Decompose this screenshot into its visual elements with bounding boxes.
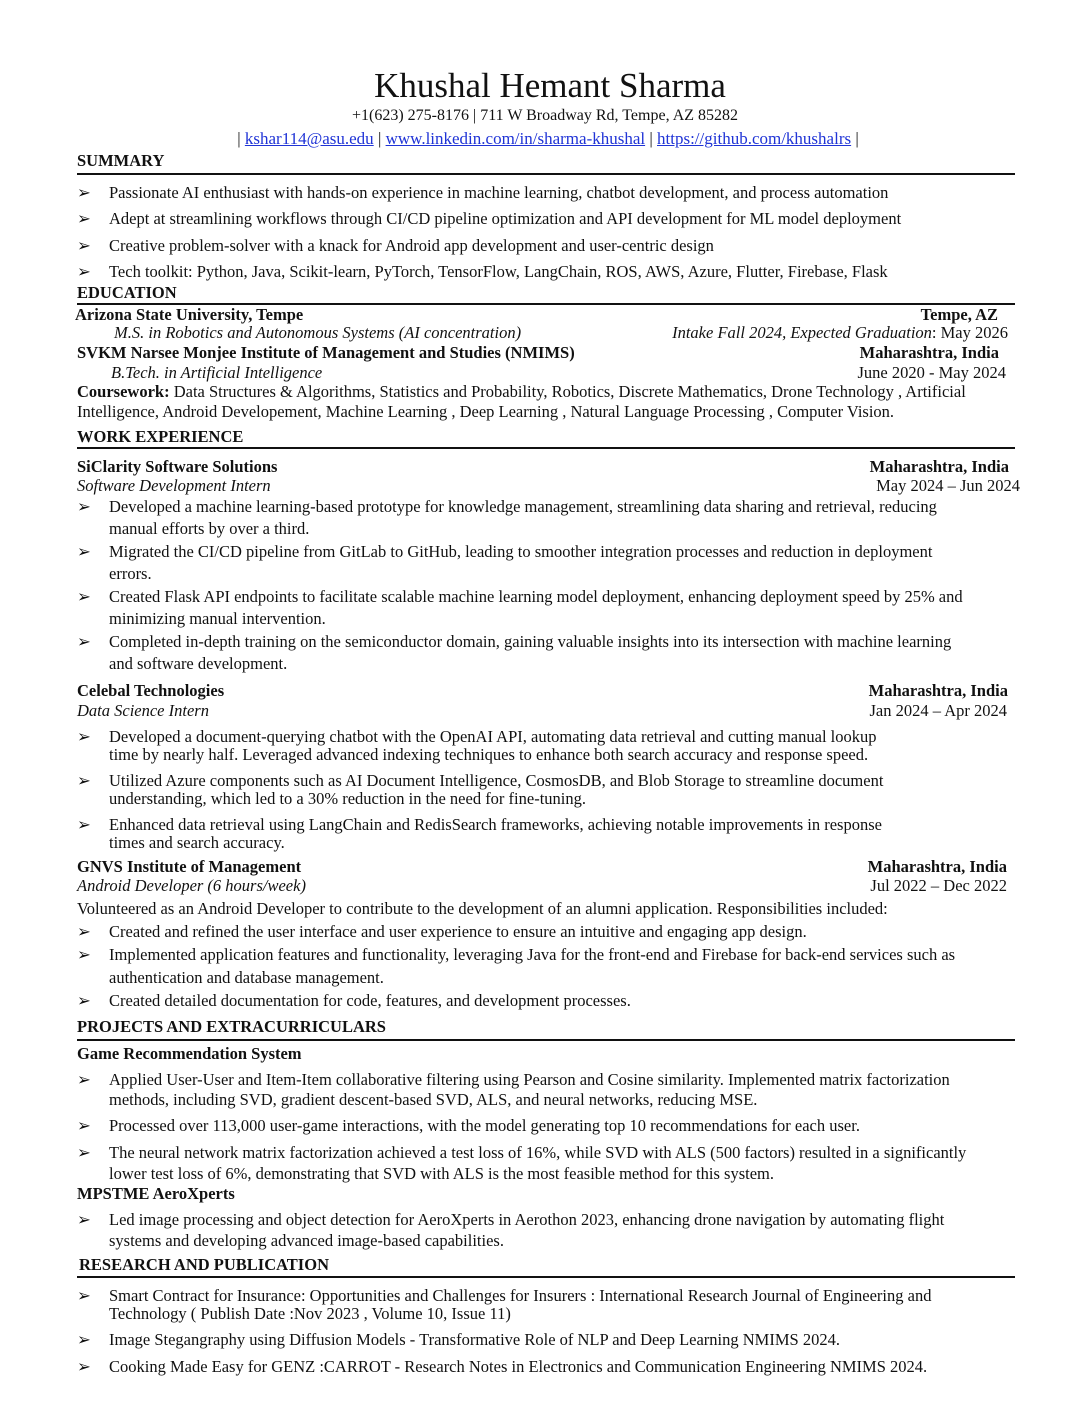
job-location: Maharashtra, India <box>869 457 1009 476</box>
arrow-bullet-icon: ➢ <box>77 1286 91 1305</box>
company-name: GNVS Institute of Management <box>77 857 302 876</box>
arrow-bullet-icon: ➢ <box>77 262 91 281</box>
arrow-bullet-icon: ➢ <box>77 1116 91 1135</box>
degree-dates: June 2020 - May 2024 <box>857 363 1006 382</box>
company-name: SiClarity Software Solutions <box>77 457 278 476</box>
section-title-summary: SUMMARY <box>77 151 165 170</box>
arrow-bullet-icon: ➢ <box>77 922 91 941</box>
arrow-bullet-icon: ➢ <box>77 771 91 790</box>
arrow-bullet-icon: ➢ <box>77 497 91 516</box>
contact-line: +1(623) 275-8176 | 711 W Broadway Rd, Tempe, AZ 85282 <box>351 107 739 124</box>
section-title-projects: PROJECTS AND EXTRACURRICULARS <box>77 1017 386 1036</box>
arrow-bullet-icon: ➢ <box>77 1210 91 1229</box>
separator: | <box>855 129 859 148</box>
job-dates: Jul 2022 – Dec 2022 <box>870 876 1007 895</box>
coursework-line: Coursework: Data Structures & Algorithms, Statistics and Probability, Robotics, Discrete Mathematics, Drone Technology , Artificial <box>77 382 966 401</box>
school-name: SVKM Narsee Monjee Institute of Management and Studies (NMIMS) <box>77 343 575 362</box>
project-name: Game Recommendation System <box>77 1044 302 1063</box>
arrow-bullet-icon: ➢ <box>77 1330 91 1349</box>
section-title-research: RESEARCH AND PUBLICATION <box>79 1255 329 1274</box>
arrow-bullet-icon: ➢ <box>77 1070 91 1089</box>
company-name: Celebal Technologies <box>77 681 225 700</box>
job-role: Android Developer (6 hours/week) <box>77 876 306 895</box>
school-location: Tempe, AZ <box>920 305 998 324</box>
contact-links <box>0 129 1088 149</box>
project-name: MPSTME AeroXperts <box>77 1184 235 1203</box>
section-title-work: WORK EXPERIENCE <box>77 427 244 446</box>
separator: | <box>237 129 241 148</box>
arrow-bullet-icon: ➢ <box>77 587 91 606</box>
arrow-bullet-icon: ➢ <box>77 209 91 228</box>
school-location: Maharashtra, India <box>859 343 999 362</box>
arrow-bullet-icon: ➢ <box>77 991 91 1010</box>
job-role: Software Development Intern <box>77 476 271 495</box>
arrow-bullet-icon: ➢ <box>77 1357 91 1376</box>
job-location: Maharashtra, India <box>868 681 1008 700</box>
degree: M.S. in Robotics and Autonomous Systems (AI concentration) <box>114 323 522 342</box>
section-divider <box>77 447 1015 449</box>
arrow-bullet-icon: ➢ <box>77 815 91 834</box>
section-divider <box>77 1039 1015 1041</box>
section-divider <box>77 173 1015 175</box>
email-link[interactable]: kshar114@asu.edu <box>244 129 374 148</box>
resume-page: Khushal Hemant Sharma +1(623) 275-8176 | 711 W Broadway Rd, Tempe, AZ 85282 | kshar114@asu.edu | www.linkedin.com/in/sharma-khushal | https://github.com/khushalrs | SUMMARY ➢ Passionate AI enthusiast with hands-on experience in machine learning, chatbot development, and process automation ➢ Adept at streamlining workflows through CI/CD pipeline optimization and API development for ML model deployment ➢ Creative problem-solver with a knack for Android app development and user-centric design ➢ Tech toolkit: Python, Java, Scikit-learn, PyTorch, TensorFlow, LangChain, ROS, AWS, Azure, Flutter, Firebase, Flask EDUCATION Arizona State University, Tempe Tempe, AZ M.S. in Robotics and Autonomous Systems (AI concentration) Intake Fall 2024, Expected Graduation: May 2026 SVKM Narsee Monjee Institute of Management and Studies (NMIMS) Maharashtra, India B.Tech. in Artificial Intelligence June 2020 - May 2024 Coursework: Data Structures & Algorithms, Statistics and Probability, Robotics, Discrete Mathematics, Drone Technology , Artificial Intelligence, Android Developement, Machine Learning , Deep Learning , Natural Language Processing , Computer Vision. WORK EXPERIENCE SiClarity Software Solutions Maharashtra, India Software Development Intern May 2024 – Jun 2024 ➢ Developed a machine learning-based prototype for knowledge management, streamlining data sharing and retrieval, reducing manual efforts by over a third. ➢ Migrated the CI/CD pipeline from GitLab to GitHub, leading to smoother integration processes and reduction in deployment errors. ➢ Created Flask API endpoints to facilitate scalable machine learning model deployment, enhancing deployment speed by 25% and minimizing manual intervention. ➢ Completed in-depth training on the semiconductor domain, gaining valuable insights into its intersection with machine learning and software development. Celebal Technologies Maharashtra, India Data Science Intern Jan 2024 – Apr 2024 ➢ Developed a document-querying chatbot with the OpenAI API, automating data retrieval and cutting manual lookup time by nearly half. Leveraged advanced indexing techniques to enhance both search accuracy and response speed. ➢ Utilized Azure components such as AI Document Intelligence, CosmosDB, and Blob Storage to streamline document understanding, which led to a 30% reduction in the need for fine-tuning. ➢ Enhanced data retrieval using LangChain and RedisSearch frameworks, achieving notable improvements in response times and search accuracy. GNVS Institute of Management Maharashtra, India Android Developer (6 hours/week) Jul 2022 – Dec 2022 Volunteered as an Android Developer to contribute to the development of an alumni application. Responsibilities included: ➢ Created and refined the user interface and user experience to ensure an intuitive and engaging app design. ➢ Implemented application features and functionality, leveraging Java for the front-end and Firebase for back-end services such as authentication and database management. ➢ Created detailed documentation for code, features, and development processes. PROJECTS AND EXTRACURRICULARS Game Recommendation System ➢ Applied User-User and Item-Item collaborative filtering using Pearson and Cosine similarity. Implemented matrix factorization methods, including SVD, gradient descent-based SVD, ALS, and neural networks, reducing MSE. ➢ Processed over 113,000 user-game interactions, with the model generating top 10 recommendations for each user. ➢ The neural network matrix factorization achieved a test loss of 16%, while SVD with ALS (500 factors) resulted in a significantly lower test loss of 6%, demonstrating that SVD with ALS is the most feasible method for this system. MPSTME AeroXperts ➢ Led image processing and object detection for AeroXperts in Aerothon 2023, enhancing drone navigation by automating flight systems and developing advanced image-based capabilities. RESEARCH AND PUBLICATION ➢ Smart Contract for Insurance: Opportunities and Challenges for Insurers : International Research Journal of Engineering and Technology ( Publish Date :Nov 2023 , Volume 10, Issue 11) ➢ Image Stegangraphy using Diffusion Models - Transformative Role of NLP and Deep Learning NMIMS 2024. ➢ Cooking Made Easy for GENZ :CARROT - Research Notes in Electronics and Communication Engineering NMIMS 2024. <box>0 0 1088 1408</box>
job-dates: May 2024 – Jun 2024 <box>876 476 1020 495</box>
arrow-bullet-icon: ➢ <box>77 542 91 561</box>
arrow-bullet-icon: ➢ <box>77 1143 91 1162</box>
arrow-bullet-icon: ➢ <box>77 183 91 202</box>
section-divider <box>77 1276 1015 1278</box>
separator: | <box>649 129 653 148</box>
degree-dates: Intake Fall 2024, Expected Graduation: May 2026 <box>672 323 1008 342</box>
arrow-bullet-icon: ➢ <box>77 236 91 255</box>
section-title-education: EDUCATION <box>77 283 177 302</box>
separator: | <box>377 129 382 148</box>
degree: B.Tech. in Artificial Intelligence <box>111 363 323 382</box>
job-location: Maharashtra, India <box>867 857 1007 876</box>
job-role: Data Science Intern <box>77 701 209 720</box>
arrow-bullet-icon: ➢ <box>77 727 91 746</box>
resume-name: Khushal Hemant Sharma <box>374 66 726 105</box>
school-name: Arizona State University, Tempe <box>75 305 304 324</box>
arrow-bullet-icon: ➢ <box>77 632 91 651</box>
arrow-bullet-icon: ➢ <box>77 945 91 964</box>
job-dates: Jan 2024 – Apr 2024 <box>869 701 1007 720</box>
coursework-line: Intelligence, Android Developement, Machine Learning , Deep Learning , Natural Language Processing , Computer Vision. <box>77 402 895 421</box>
linkedin-link[interactable]: www.linkedin.com/in/sharma-khushal <box>385 129 646 148</box>
github-link[interactable]: https://github.com/khushalrs <box>657 129 852 148</box>
coursework-label: Coursework: <box>77 382 170 401</box>
job-intro: Volunteered as an Android Developer to contribute to the development of an alumni application. Responsibilities included: <box>77 899 888 918</box>
